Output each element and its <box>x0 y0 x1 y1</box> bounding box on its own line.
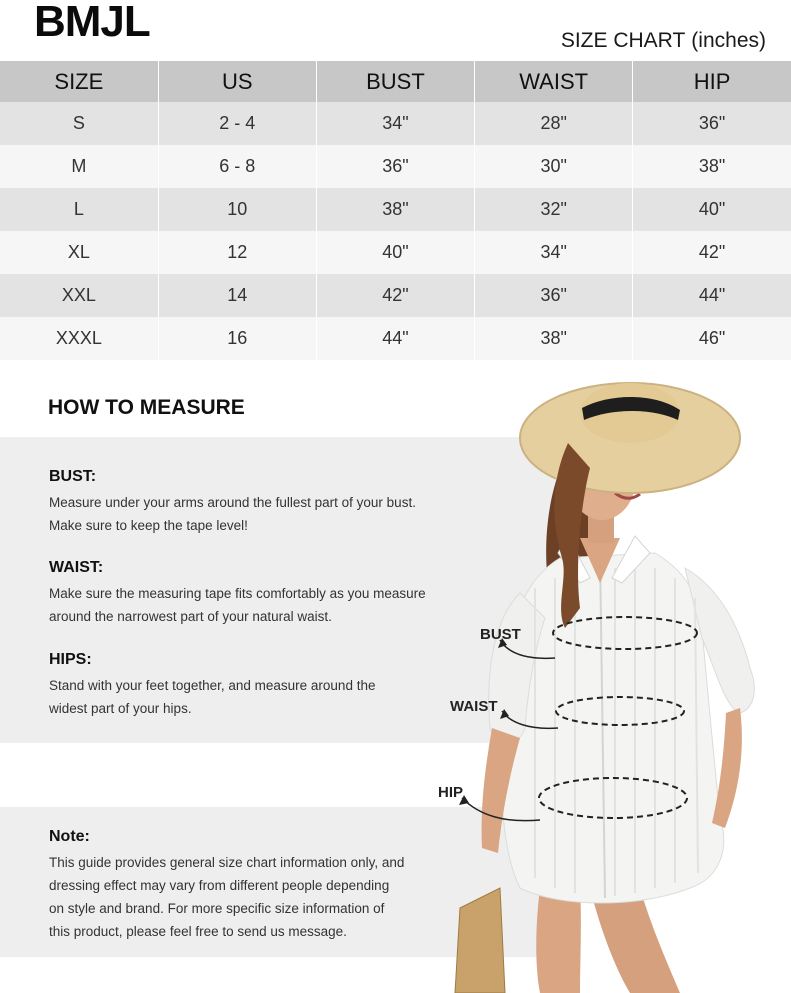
bust-label: BUST: <box>49 468 97 485</box>
cell-waist: 32" <box>475 188 633 231</box>
cell-size: XL <box>0 231 158 274</box>
header-us: US <box>158 61 316 102</box>
table-row <box>0 317 791 360</box>
table-row <box>0 274 791 317</box>
note-text-line: This guide provides general size chart information only, and <box>49 855 405 870</box>
cell-bust: 40" <box>316 231 474 274</box>
size-chart-unit: (inches) <box>691 29 766 52</box>
note-label: Note: <box>49 828 90 845</box>
cell-us: 12 <box>158 231 316 274</box>
cell-us: 2 - 4 <box>158 102 316 145</box>
waist-text-line: Make sure the measuring tape fits comfortably as you measure <box>49 586 426 601</box>
hips-instructions <box>49 651 469 720</box>
waist-instructions <box>49 559 469 628</box>
hips-label: HIPS: <box>49 651 92 668</box>
model-photo <box>440 368 791 993</box>
bust-instructions <box>49 468 469 537</box>
size-chart-title <box>561 28 766 54</box>
waist-label: WAIST: <box>49 559 104 576</box>
cell-bust: 34" <box>316 102 474 145</box>
hips-text-line: widest part of your hips. <box>49 701 192 716</box>
cell-hip: 40" <box>698 199 726 219</box>
cell-bust: 44" <box>316 317 474 360</box>
figure-waist-label: WAIST <box>450 698 498 715</box>
cell-hip: 44" <box>698 285 726 305</box>
table-row <box>0 188 791 231</box>
straw-bag-icon <box>455 888 505 993</box>
size-chart-table <box>0 61 791 360</box>
note-text-line: dressing effect may vary from different people depending <box>49 878 390 893</box>
note-text-line: on style and brand. For more specific size information of <box>49 901 385 916</box>
cell-waist: 38" <box>475 317 633 360</box>
cell-size: S <box>0 102 158 145</box>
cell-bust: 42" <box>316 274 474 317</box>
cell-size: M <box>0 145 158 188</box>
cell-size: XXXL <box>0 317 158 360</box>
figure-hip-label: HIP <box>438 784 464 801</box>
table-row <box>0 102 791 145</box>
bust-text-line: Measure under your arms around the fullest part of your bust. <box>49 495 416 510</box>
cell-us: 16 <box>158 317 316 360</box>
header-bust: BUST <box>316 61 474 102</box>
cell-us: 6 - 8 <box>158 145 316 188</box>
header-size: SIZE <box>0 61 158 102</box>
header-waist: WAIST <box>475 61 633 102</box>
cell-waist: 36" <box>475 274 633 317</box>
brand-logo: BMJL <box>34 0 150 46</box>
cell-hip: 38" <box>698 156 726 176</box>
waist-text-line: around the narrowest part of your natural waist. <box>49 609 332 624</box>
cell-hip: 36" <box>698 113 726 133</box>
note-text-line: this product, please feel free to send us message. <box>49 924 347 939</box>
cell-us: 14 <box>158 274 316 317</box>
figure-bust-label: BUST <box>480 626 521 643</box>
cell-bust: 36" <box>316 145 474 188</box>
cell-hip: 46" <box>698 328 726 348</box>
leg-shape <box>536 888 581 993</box>
bust-text-line: Make sure to keep the tape level! <box>49 518 248 533</box>
cell-hip: 42" <box>698 242 726 262</box>
table-header-row <box>0 61 791 102</box>
cell-waist: 28" <box>475 102 633 145</box>
cell-waist: 34" <box>475 231 633 274</box>
table-row <box>0 231 791 274</box>
cell-size: L <box>0 188 158 231</box>
cell-waist: 30" <box>475 145 633 188</box>
cell-us: 10 <box>158 188 316 231</box>
cell-bust: 38" <box>316 188 474 231</box>
arm-shape <box>712 708 742 828</box>
table-row <box>0 145 791 188</box>
how-to-measure-heading: HOW TO MEASURE <box>48 396 245 419</box>
hips-text-line: Stand with your feet together, and measure around the <box>49 678 376 693</box>
cell-size: XXL <box>0 274 158 317</box>
sun-hat-icon <box>520 383 740 493</box>
header-hip: HIP <box>693 68 731 94</box>
leg-shape <box>590 888 680 993</box>
size-chart-heading: SIZE CHART <box>560 29 686 52</box>
note-section <box>49 828 469 943</box>
